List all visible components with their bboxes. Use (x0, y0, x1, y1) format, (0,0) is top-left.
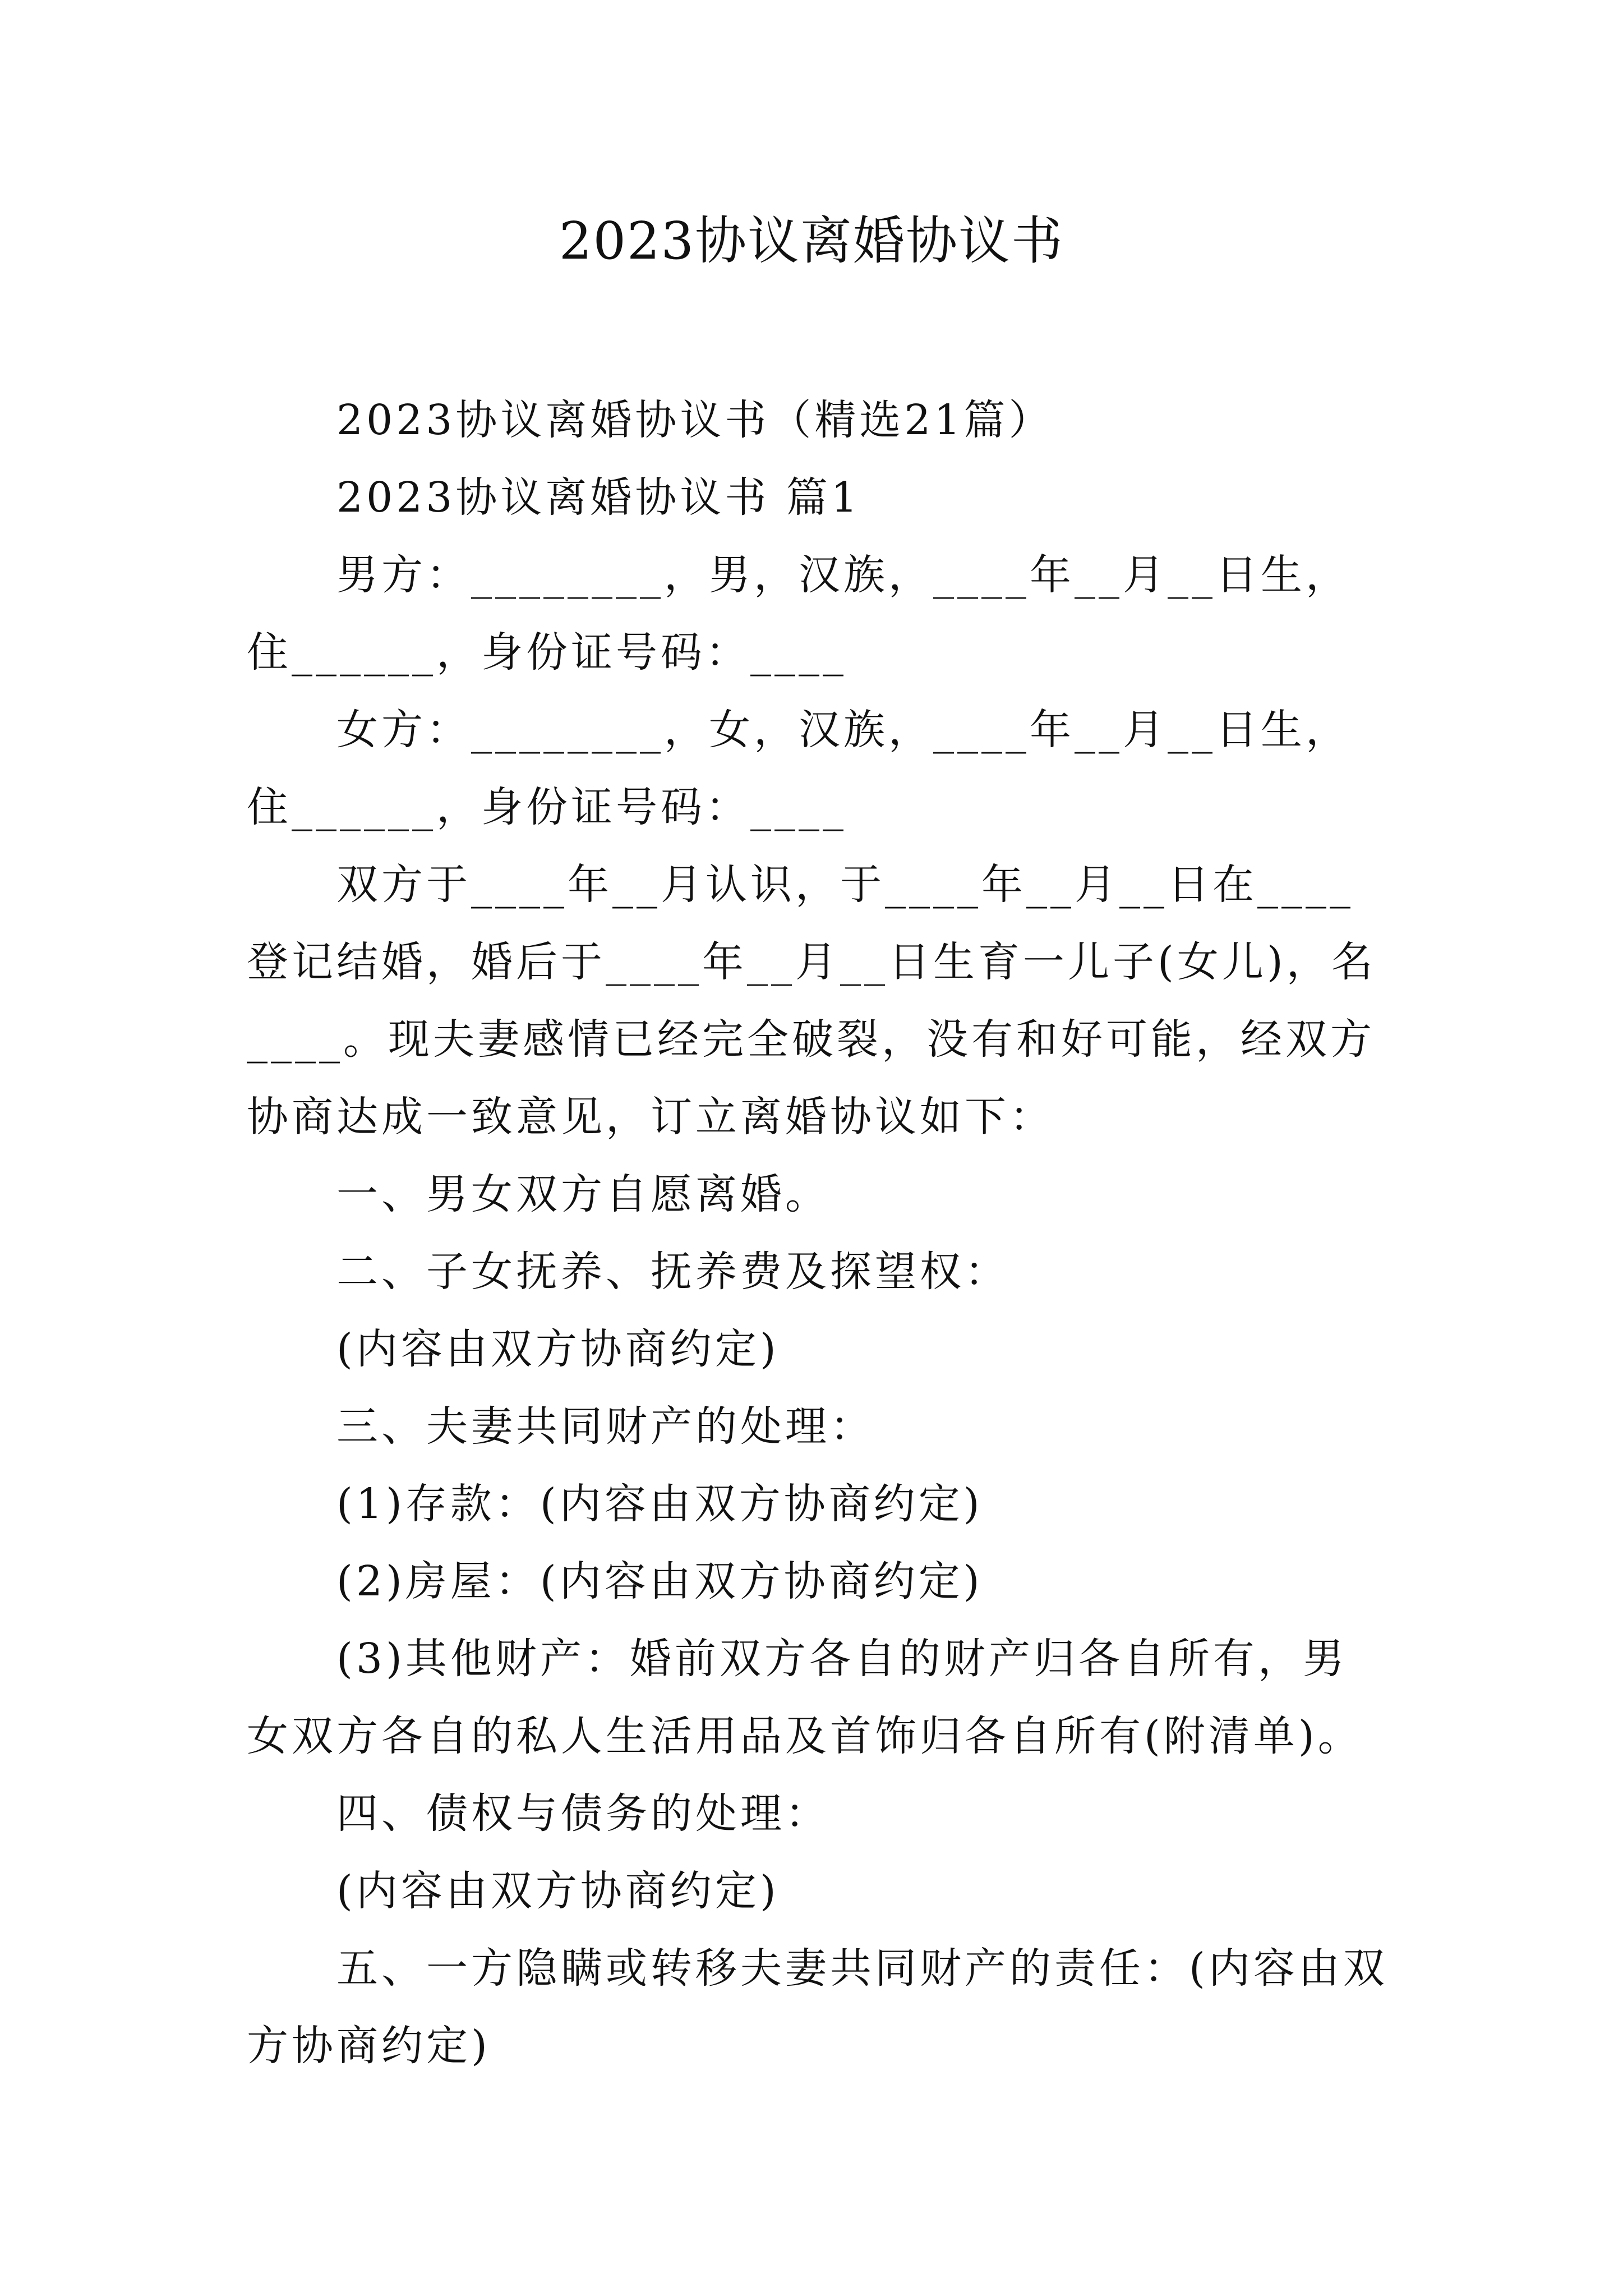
clause-3-deposits: (1)存款：(内容由双方协商约定) (336, 1480, 983, 1528)
clause-3-housing: (2)房屋：(内容由双方协商约定) (336, 1557, 983, 1605)
clause-5: 五、一方隐瞒或转移夫妻共同财产的责任：(内容由双方协商约定) (247, 1944, 1388, 2070)
subtitle-selection: 2023协议离婚协议书（精选21篇） (336, 396, 1054, 444)
clause-3-other-property: (3)其他财产：婚前双方各自的财产归各自所有，男女双方各自的私人生活用品及首饰归各自所有(附清单)。 (247, 1635, 1363, 1760)
section-heading: 2023协议离婚协议书 篇1 (336, 473, 861, 522)
clause-2: 二、子女抚养、抚养费及探望权： (336, 1248, 1009, 1296)
document-title: 2023协议离婚协议书 (559, 211, 1064, 271)
clause-2-content: (内容由双方协商约定) (336, 1325, 780, 1373)
document-body (247, 381, 1391, 2085)
clause-1: 一、男女双方自愿离婚。 (336, 1170, 830, 1218)
female-party-info: 女方：________，女，汉族，____年__月__日生，住______，身份证号码：____ (247, 706, 1350, 831)
clause-3: 三、夫妻共同财产的处理： (336, 1402, 875, 1451)
male-party-info: 男方：________，男，汉族，____年__月__日生，住______，身份证号码：____ (247, 551, 1350, 677)
clause-4-content: (内容由双方协商约定) (336, 1867, 780, 1915)
marriage-background: 双方于____年__月认识，于____年__月__日在____登记结婚，婚后于____年__月__日生育一儿子(女儿)，名____。现夫妻感情已经完全破裂，没有和好可能，经双方协商达成一致意见，订立离婚协议如下： (247, 861, 1376, 1141)
clause-4: 四、债权与债务的处理： (336, 1789, 830, 1838)
